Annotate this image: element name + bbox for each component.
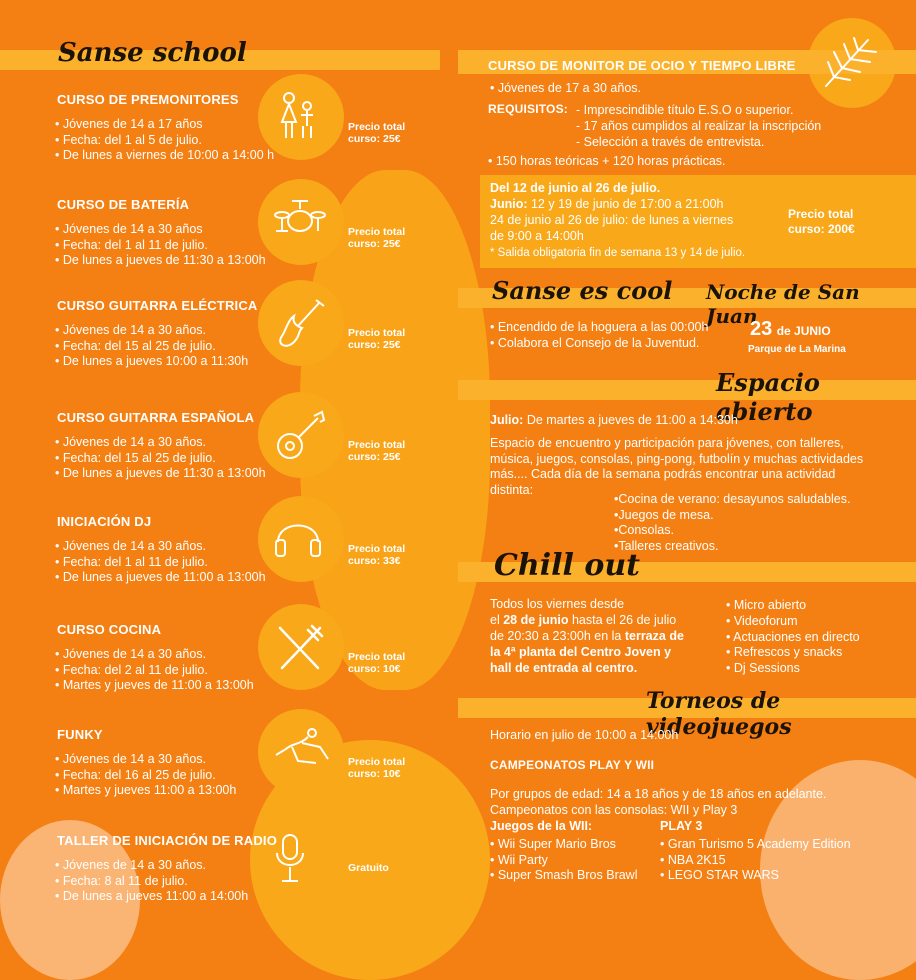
monitor-junio-label: Junio: xyxy=(490,197,528,211)
abierto-item: •Consolas. xyxy=(614,523,674,537)
monitor-age: • Jóvenes de 17 a 30 años. xyxy=(490,81,642,95)
course-detail: • De lunes a jueves de 11:30 a 13:00h xyxy=(55,253,266,267)
play-game: • LEGO STAR WARS xyxy=(660,868,779,882)
course-detail: • De lunes a jueves de 11:00 a 13:00h xyxy=(55,570,266,584)
monitor-req-2: - 17 años cumplidos al realizar la inscripción xyxy=(576,119,822,133)
course-detail: • Fecha: 8 al 11 de julio. xyxy=(55,873,188,888)
cutlery-icon xyxy=(272,620,328,676)
chill-line-3b: terraza de xyxy=(624,629,684,643)
sanjuan-place: Parque de La Marina xyxy=(748,344,846,355)
course-price-label: Precio total xyxy=(348,327,406,339)
leaf-icon xyxy=(820,32,884,92)
abierto-desc-line: música, juegos, consolas, ping-pong, futbolín y muchas actividades xyxy=(490,451,864,466)
torneos-consolas: Campeonatos con las consolas: WII y Play 3 xyxy=(490,803,738,817)
chill-line-2 xyxy=(490,613,676,629)
sanjuan-month: de JUNIO xyxy=(776,324,831,338)
guitar-icon xyxy=(272,408,328,464)
monitor-price-2: curso: 200€ xyxy=(788,222,855,236)
chill-item: • Dj Sessions xyxy=(726,661,800,676)
chill-item: • Actuaciones en directo xyxy=(726,629,860,644)
wii-game: • Wii Party xyxy=(490,852,548,867)
chill-item: • Refrescos y snacks xyxy=(726,645,843,660)
course-price-label: Precio total xyxy=(348,226,406,238)
course-title: CURSO DE PREMONITORES xyxy=(57,92,239,107)
course-title: CURSO GUITARRA ELÉCTRICA xyxy=(57,298,258,313)
sanjuan-date xyxy=(750,318,831,341)
monitor-req-1: - Imprescindible título E.S.O o superior. xyxy=(576,103,794,117)
course-detail: • Fecha: del 16 al 25 de julio. xyxy=(55,767,216,782)
section-title-sanse-school: Sanse school xyxy=(58,38,247,68)
course-detail: • Jóvenes de 14 a 30 años. xyxy=(55,539,207,553)
course-detail: • Martes y jueves 11:00 a 13:00h xyxy=(55,783,237,797)
monitor-price-1: Precio total xyxy=(788,207,854,221)
section-title-sanse-es-cool: Sanse es cool xyxy=(492,276,673,305)
chill-line-1: Todos los viernes desde xyxy=(490,597,625,611)
abierto-item: •Juegos de mesa. xyxy=(614,507,714,522)
torneos-horario: Horario en julio de 10:00 a 14:00h xyxy=(490,728,679,742)
course-price-value: curso: 25€ xyxy=(348,339,401,351)
course-detail: • Martes y jueves de 11:00 a 13:00h xyxy=(55,678,254,692)
chill-line-2a: el xyxy=(490,613,504,627)
course-detail: • Jóvenes de 14 a 30 años. xyxy=(55,435,207,449)
monitor-dates: Del 12 de junio al 26 de julio. xyxy=(490,181,661,195)
course-detail: • Jóvenes de 14 a 30 años. xyxy=(55,323,207,337)
mic-icon xyxy=(272,831,308,887)
course-title: TALLER DE INICIACIÓN DE RADIO xyxy=(57,833,278,848)
abierto-julio-text: De martes a jueves de 11:00 a 14:30h xyxy=(523,413,738,427)
drum-icon xyxy=(272,195,328,239)
course-detail: • Fecha: del 15 al 25 de julio. xyxy=(55,450,216,465)
course-detail: • Jóvenes de 14 a 30 años. xyxy=(55,647,207,661)
course-title: FUNKY xyxy=(57,727,103,742)
abierto-item: •Talleres creativos. xyxy=(614,538,719,553)
course-detail: • Jóvenes de 14 a 30 años xyxy=(55,222,203,236)
section-title-noche-san-juan: Noche de San Juan xyxy=(706,280,860,328)
course-price-value: curso: 25€ xyxy=(348,133,401,145)
wii-game: • Wii Super Mario Bros xyxy=(490,837,616,851)
monitor-julio-2: de 9:00 a 14:00h xyxy=(490,229,584,243)
course-price-label: Precio total xyxy=(348,756,406,768)
monitor-req-3: - Selección a través de entrevista. xyxy=(576,135,765,149)
monitor-note: * Salida obligatoria fin de semana 13 y 14 de julio. xyxy=(490,247,746,259)
course-detail: • De lunes a jueves 11:00 a 14:00h xyxy=(55,889,249,903)
course-price-value: curso: 10€ xyxy=(348,768,401,780)
chill-line-2b: 28 de junio xyxy=(503,613,569,627)
course-price-label: Gratuito xyxy=(348,862,389,874)
chill-line-3a: de 20:30 a 23:00h en la xyxy=(490,629,625,643)
monitor-julio-1: 24 de junio al 26 de julio: de lunes a viernes xyxy=(490,213,734,227)
abierto-desc-line: más.... Cada día de la semana podrás encontrar una actividad xyxy=(490,467,836,481)
chill-item: • Micro abierto xyxy=(726,598,807,612)
abierto-item: •Cocina de verano: desayunos saludables. xyxy=(614,492,851,506)
wii-game: • Super Smash Bros Brawl xyxy=(490,868,638,882)
course-detail: • Fecha: del 2 al 11 de julio. xyxy=(55,662,208,677)
cool-line-2: • Colabora el Consejo de la Juventud. xyxy=(490,336,700,350)
course-price-value: curso: 10€ xyxy=(348,663,401,675)
course-detail: • Fecha: del 15 al 25 de julio. xyxy=(55,338,216,353)
course-detail: • Fecha: del 1 al 5 de julio. xyxy=(55,132,202,147)
chill-line-2c: hasta el 26 de julio xyxy=(568,613,677,627)
chill-line-4: la 4ª planta del Centro Joven y xyxy=(490,645,672,659)
course-detail: • Jóvenes de 14 a 17 años xyxy=(55,117,203,131)
course-title: CURSO COCINA xyxy=(57,622,162,637)
course-detail: • De lunes a viernes de 10:00 a 14:00 h xyxy=(55,148,275,162)
cool-line-1: • Encendido de la hoguera a las 00:00h xyxy=(490,320,709,334)
abierto-desc-line: Espacio de encuentro y participación para jóvenes, con talleres, xyxy=(490,436,844,450)
play-game: • Gran Turismo 5 Academy Edition xyxy=(660,837,851,851)
course-detail: • De lunes a jueves 10:00 a 11:30h xyxy=(55,354,249,368)
eguitar-icon xyxy=(272,296,328,352)
headphones-icon xyxy=(272,512,324,560)
course-price-value: curso: 25€ xyxy=(348,451,401,463)
people-icon xyxy=(272,90,324,142)
course-detail: • De lunes a jueves de 11:30 a 13:00h xyxy=(55,466,266,480)
section-title-espacio-abierto: Espacio abierto xyxy=(716,368,820,426)
course-detail: • Jóvenes de 14 a 30 años. xyxy=(55,858,207,872)
section-title-chill-out: Chill out xyxy=(494,548,641,583)
section-title-torneos: Torneos de videojuegos xyxy=(646,688,792,740)
monitor-title: CURSO DE MONITOR DE OCIO Y TIEMPO LIBRE xyxy=(488,58,796,73)
monitor-req-label: REQUISITOS: xyxy=(488,102,568,116)
chill-line-5: hall de entrada al centro. xyxy=(490,661,638,675)
course-price-label: Precio total xyxy=(348,121,406,133)
course-price-value: curso: 33€ xyxy=(348,555,401,567)
abierto-desc-line: distinta: xyxy=(490,482,534,497)
course-price-value: curso: 25€ xyxy=(348,238,401,250)
course-title: CURSO DE BATERÍA xyxy=(57,197,190,212)
dancer-icon xyxy=(272,725,334,769)
monitor-hours: • 150 horas teóricas + 120 horas prácticas. xyxy=(488,154,726,168)
sanjuan-day: 23 xyxy=(750,318,773,340)
abierto-julio xyxy=(490,413,738,429)
course-price-label: Precio total xyxy=(348,651,406,663)
play-game: • NBA 2K15 xyxy=(660,852,726,867)
abierto-julio-label: Julio: xyxy=(490,413,524,427)
torneos-grupos: Por grupos de edad: 14 a 18 años y de 18 años en adelante. xyxy=(490,787,827,801)
chill-item: • Videoforum xyxy=(726,613,798,628)
chill-line-3 xyxy=(490,629,684,645)
monitor-junio xyxy=(490,197,724,213)
course-price-label: Precio total xyxy=(348,543,406,555)
course-title: CURSO GUITARRA ESPAÑOLA xyxy=(57,410,255,425)
course-detail: • Fecha: del 1 al 11 de julio. xyxy=(55,237,208,252)
torneos-play-title: PLAY 3 xyxy=(660,819,703,833)
course-detail: • Jóvenes de 14 a 30 años. xyxy=(55,752,207,766)
torneos-campeonatos: CAMPEONATOS PLAY Y WII xyxy=(490,758,655,772)
monitor-junio-text: 12 y 19 de junio de 17:00 a 21:00h xyxy=(527,197,724,211)
course-detail: • Fecha: del 1 al 11 de julio. xyxy=(55,554,208,569)
course-title: INICIACIÓN DJ xyxy=(57,514,152,529)
course-price-label: Precio total xyxy=(348,439,406,451)
torneos-wii-title: Juegos de la WII: xyxy=(490,819,593,833)
